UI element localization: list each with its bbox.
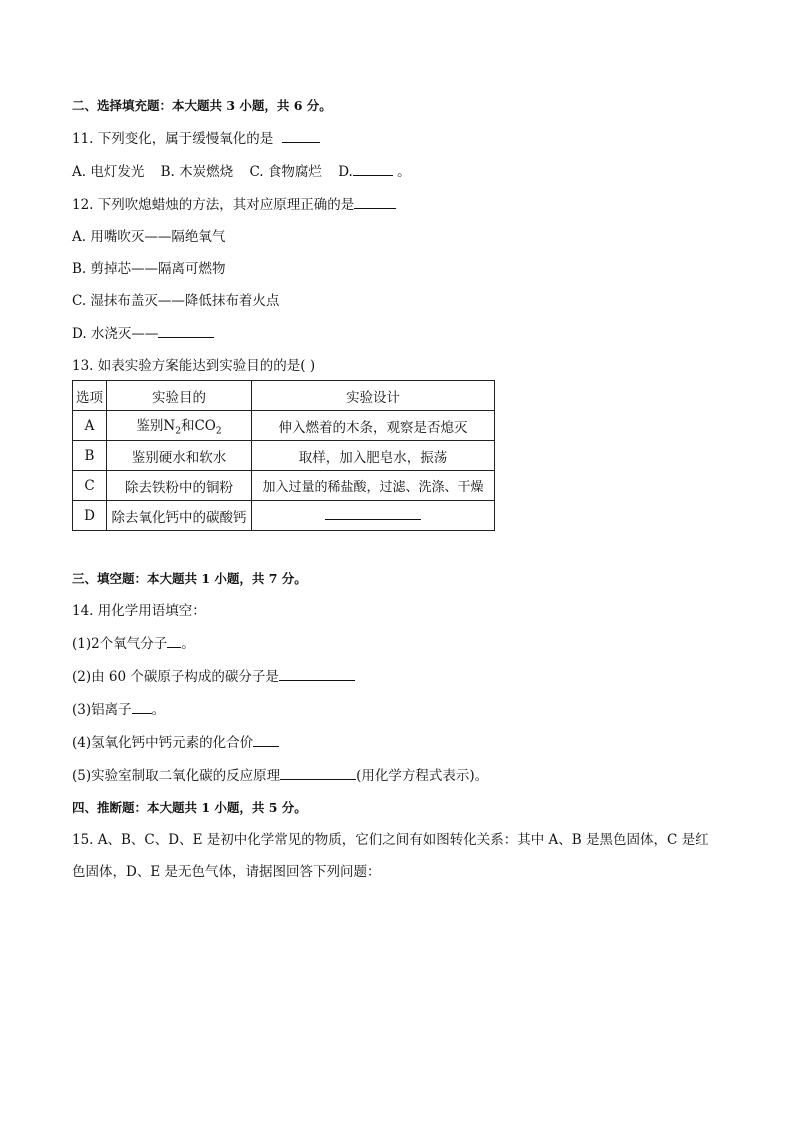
- q11-end: 。: [397, 164, 411, 180]
- q12-option-c: C. 湿抹布盖灭——降低抹布着火点: [72, 293, 280, 309]
- question-14: 14. 用化学用语填空：: [72, 603, 206, 619]
- question-11: [72, 128, 722, 149]
- exam-page: [72, 96, 722, 882]
- row-d-design: [252, 501, 495, 531]
- section-3-heading: 三、填空题：本大题共 1 小题，共 7 分。: [72, 571, 307, 586]
- q12-option-b: B. 剪掉芯——隔离可燃物: [72, 261, 226, 277]
- row-d-option: D: [73, 501, 107, 531]
- q14-item-3-blank[interactable]: [132, 699, 152, 714]
- q11-option-c: C. 食物腐烂: [249, 164, 322, 180]
- row-c-design: 加入过量的稀盐酸，过滤、洗涤、干燥: [252, 471, 495, 501]
- row-b-option: B: [73, 441, 107, 471]
- q12-option-a: A. 用嘴吹灭——隔绝氧气: [72, 229, 226, 245]
- question-12: [72, 194, 722, 215]
- row-b-design: 取样，加入肥皂水，振荡: [252, 441, 495, 471]
- q11-option-d: D.: [338, 164, 353, 180]
- row-c-purpose: 除去铁粉中的铜粉: [107, 471, 252, 501]
- row-b-purpose: 鉴别硬水和软水: [107, 441, 252, 471]
- q14-item-5: (5)实验室制取二氧化碳的反应原理 (用化学方程式表示)。: [72, 765, 722, 786]
- table-row: [73, 501, 495, 531]
- table-header-option: 选项: [73, 381, 107, 411]
- row-a-option: A: [73, 411, 107, 441]
- q14-item-1-blank[interactable]: [167, 633, 181, 648]
- q12-answer-blank[interactable]: [354, 194, 396, 209]
- question-13: 13. 如表实验方案能达到实验目的的是( ): [72, 358, 316, 374]
- row-c-option: C: [73, 471, 107, 501]
- section-2-heading: 二、选择填充题：本大题共 3 小题，共 6 分。: [72, 98, 332, 113]
- question-15-line-2: 色固体，D、E 是无色气体，请据图回答下列问题：: [72, 864, 381, 880]
- q11-option-d-blank[interactable]: [353, 161, 393, 176]
- q11-option-b: B. 木炭燃烧: [160, 164, 234, 180]
- q14-item-5-blank[interactable]: [280, 765, 356, 780]
- q14-item-3: (3)铝离子 。: [72, 699, 722, 720]
- table-row: [73, 471, 495, 501]
- row-d-purpose: 除去氧化钙中的碳酸钙: [107, 501, 252, 531]
- table-header-row: [73, 381, 495, 411]
- table-header-design: 实验设计: [252, 381, 495, 411]
- q11-options: [72, 161, 722, 182]
- row-a-purpose: 鉴别$N_2$和$CO_2$: [107, 411, 252, 441]
- table-row: [73, 411, 495, 441]
- section-4-heading: 四、推断题：本大题共 1 小题，共 5 分。: [72, 800, 307, 815]
- q13-table: [72, 380, 495, 531]
- q12-option-d: D. 水浇灭——: [72, 326, 159, 342]
- row-d-design-blank[interactable]: [325, 509, 421, 520]
- q12-option-d-row: [72, 323, 722, 344]
- row-a-design: 伸入燃着的木条，观察是否熄灭: [252, 411, 495, 441]
- table-row: [73, 441, 495, 471]
- q14-item-2-blank[interactable]: [279, 666, 355, 681]
- q11-stem: 11. 下列变化，属于缓慢氧化的是: [72, 131, 274, 147]
- q11-option-a: A. 电灯发光: [72, 164, 145, 180]
- q14-item-4-blank[interactable]: [253, 732, 279, 747]
- q14-item-4: (4)氢氧化钙中钙元素的化合价: [72, 732, 722, 753]
- q12-stem: 12. 下列吹熄蜡烛的方法，其对应原理正确的是: [72, 197, 355, 213]
- table-header-purpose: 实验目的: [107, 381, 252, 411]
- q14-item-1: (1)2个氧气分子 。: [72, 633, 722, 654]
- q12-option-d-blank[interactable]: [158, 323, 214, 338]
- q11-answer-blank[interactable]: [282, 128, 320, 143]
- q14-item-2: (2)由 60 个碳原子构成的碳分子是: [72, 666, 722, 687]
- question-15-line-1: 15. A、B、C、D、E 是初中化学常见的物质，它们之间有如图转化关系：其中 A、B 是黑色固体，C 是红: [72, 832, 709, 848]
